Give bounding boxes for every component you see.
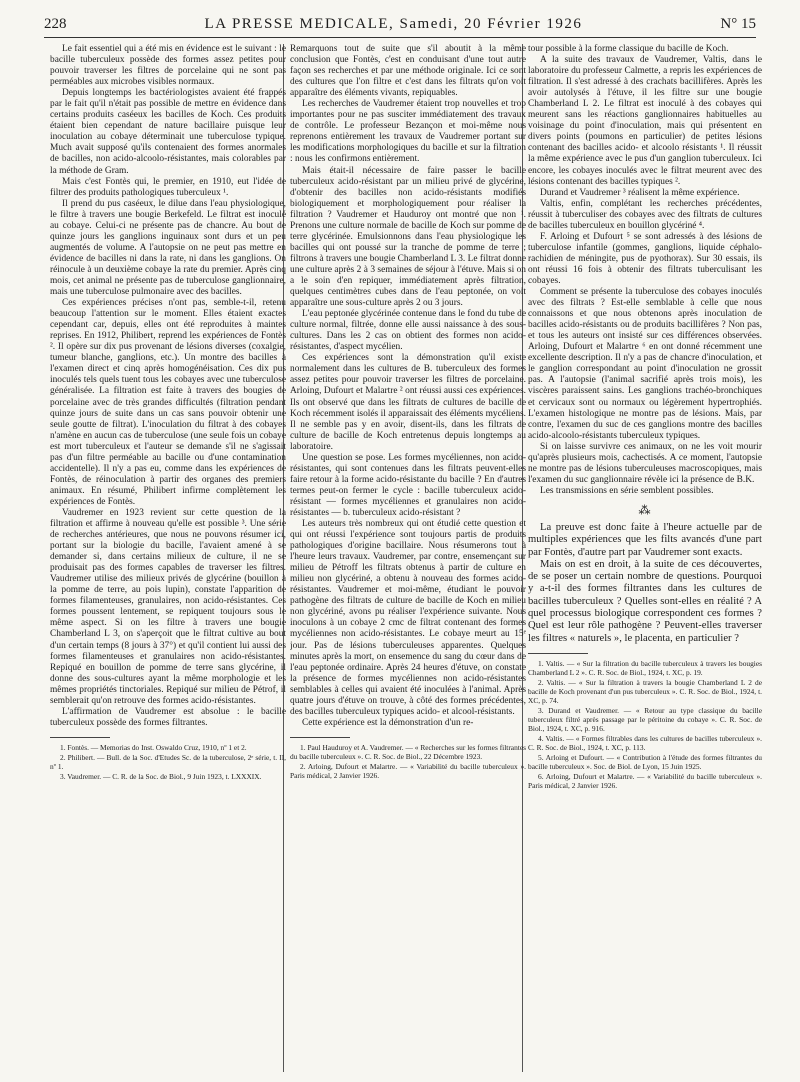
page-header	[44, 16, 756, 36]
paragraph: L'eau peptonée glycérinée contenue dans le fond du tube de culture normal, filtrée, donne elle aussi naissance à des sous-cultures. Dans les 2 cas on obtient des formes non acido-résistantes, d'aspect mycélien.	[290, 309, 526, 353]
paragraph: Cette expérience est la démonstration d'un re-	[302, 717, 474, 728]
section-separator-asterism: ⁂	[638, 502, 652, 517]
paragraph: Durand et Vaudremer ³ réalisent la même expérience.	[540, 187, 740, 198]
paragraph: Une question se pose. Les formes mycéliennes, non acido-résistantes, qui sont contenues dans les filtrats peuvent-elles faire retour à la forme acido-résistante du bacille ? En d'autres termes peut-on fermer le cycle : bacille tuberculeux acido-résistant — formes mycéliennes et granulaires non acido-résistantes — b. tuberculeux acido-résistant ?	[290, 452, 526, 518]
paragraph: Mais c'est Fontès qui, le premier, en 1910, eut l'idée de filtrer des produits pathologiques tuberculeux ¹.	[50, 176, 286, 198]
paragraph: Ces expériences précises n'ont pas, semble-t-il, retenu beaucoup l'attention sur le moment. Elles étaient exactes cependant car, depuis, elles ont été reproduites à maintes reprises. En 1912, Philibert, reprend les expériences de Fontès ². Il opère sur dix pus provenant de lésions diverses (coxalgie, tumeur blanche, ganglions, etc.). Un montre des bacilles à l'examen direct et cinq après homogénéisation. Ces dix pus inoculés tels quels tuent tous les cobayes avec une tuberculose généralisée. La filtration est faite à travers des bougies de porcelaine avec de très grandes difficultés (filtration pendant quinze jours de suite dans un cas sans pouvoir obtenir une seule goutte de filtrat). L'inoculation du filtrat à des cobayes n'amène en aucun cas de tuberculose (une seule fois un cobaye est mort tuberculeux et l'auteur se demande s'il ne s'agissait pas d'un filtre perméable au bacille ou d'une contamination accidentelle). Il n'y a pas eu, comme dans les expériences de Fontès, de réinoculation à partir des organes des premiers animaux. En résumé, Philibert infirme complètement les expériences de Fontès.	[50, 298, 286, 507]
footnote: 2. Valtis. — « Sur la filtration à travers la bougie Chamberland L 2 de bacille de Koch provenant d'un pus tuberculeux ». C. R. Soc. de Biol., 1924, t. XC, p. 74.	[528, 677, 762, 705]
footnote: 3. Vaudremer. — C. R. de la Soc. de Biol., 9 Juin 1923, t. LXXXIX.	[60, 771, 262, 781]
footnote-rule	[528, 653, 588, 654]
column-1	[50, 44, 286, 1074]
footnote: 3. Durand et Vaudremer. — « Retour au type classique du bacille tuberculeux filtré après passage par le péritoine du cobaye ». C. R. Soc. de Biol., 1924, t. XC, p. 916.	[528, 705, 762, 733]
footnote: 2. Arloing, Dufourt et Malartre. — « Variabilité du bacille tuberculeux ». Paris médical, 2 Janvier 1926.	[290, 761, 526, 780]
column-2	[290, 44, 526, 1074]
page-number: 228	[44, 16, 67, 32]
footnote: 1. Paul Hauduroy et A. Vaudremer. — « Recherches sur les formes filtrantes du bacille tuberculeux ». C. R. Soc. de Biol., 22 Décembre 1923.	[290, 742, 526, 761]
column-3	[528, 44, 762, 1074]
journal-title: LA PRESSE MEDICALE, Samedi, 20 Février 1926	[204, 16, 583, 32]
paragraph: Depuis longtemps les bactériologistes avaient été frappés par le fait qu'il n'était pas possible de mettre en évidence dans certains produits caséeux les bacilles de Koch. Ces produits étaient bien cependant de nature bacillaire puisque leur inoculation au cobaye déterminait une tuberculose typique. Much avait supposé qu'ils contenaient des formes anormales de bacilles, non acido-alcoolo-résistantes, mais colorables par la méthode de Gram.	[50, 88, 286, 176]
footnote: 5. Arloing et Dufourt. — « Contribution à l'étude des formes filtrantes du bacille tuberculeux ». Soc. de Biol. de Lyon, 15 Juin 1925.	[528, 752, 762, 771]
footnote: 1. Fontès. — Memorias do Inst. Oswaldo Cruz, 1910, nº 1 et 2.	[60, 742, 247, 752]
paragraph: Vaudremer en 1923 revient sur cette question de la filtration et affirme à nouveau qu'elle est possible ³. Une série de recherches antérieures, que nous ne pouvons résumer ici, portant sur la biologie du bacille, l'avaient amené à se demander si, dans certains milieux de culture, il ne se produisait pas des formes capables de traverser les filtres. Vaudremer utilise des milieux privés de glycérine (bouillon à la pomme de terre, au pois lupin), constate l'apparition de formes filamenteuses, granulaires, non acido-résistantes. Ces formes poussent lentement, se repiquent toujours sous le même aspect. Si on les filtre à travers une bougie Chamberland L 3, on s'aperçoit que le filtrat cultive au bout d'un certain temps (8 jours à 37°) et qu'il contient lui aussi des formes filamenteuses et granulaires non acido-résistantes. Repiqué en bouillon de pomme de terre sans glycérine, il donne des sous-cultures ayant la même morphologie et les mêmes propriétés tinctoriales. Repiqué sur milieu de Pétrof, il semblerait qu'on retrouve des formes acido-résistantes.	[50, 507, 286, 706]
paragraph: Il prend du pus caséeux, le dilue dans l'eau physiologique, le filtre à travers une bougie Berkefeld. Le filtrat est inoculé au cobaye. Celui-ci ne présente pas de chancre. Au bout de quinze jours les ganglions inguinaux sont durs et un peu augmentés de volume. A l'autopsie on ne peut pas mettre en évidence de bacilles ni dans la rate, ni dans les ganglions. On réinocule à un deuxième cobaye la rate du premier. Après cinq mois, cet animal ne présente pas de tuberculose ganglionnaire, mais une tuberculose pulmonaire avec des bacilles.	[50, 198, 286, 298]
paragraph: A la suite des travaux de Vaudremer, Valtis, dans le laboratoire du professeur Calmette, a repris les expériences de filtration. Il s'est adressé à des crachats bacillifères. Après les avoir autolysés à l'étuve, il les filtre sur une bougie Chamberland L 2. Le filtrat est inoculé à des cobayes qui meurent sans les réactions ganglionnaires habituelles au voisinage du point d'inoculation, mais qui présentent en divers points (poumons en particulier) de petites lésions contenant des bacilles acido- et alcoolo résistants ¹. Il réussit la même expérience avec le pus d'un ganglion tuberculeux. Ici encore, les cobayes inoculés avec le filtrat meurent avec des lésions contenant des bacilles typiques ².	[528, 55, 762, 187]
footnote: 1. Valtis. — « Sur la filtration du bacille tuberculeux à travers les bougies Chamberland L 2 ». C. R. Soc. de Biol., 1924, t. XC, p. 19.	[528, 658, 762, 677]
paragraph: La preuve est donc faite à l'heure actuelle par de multiples expériences que les filts avancés d'une part par Fontès, d'autre part par Vaudremer sont exacts.	[528, 521, 762, 558]
header-rule	[44, 37, 756, 38]
footnote-rule	[290, 737, 350, 738]
paragraph: Ces expériences sont la démonstration qu'il existe normalement dans les cultures de B. tuberculeux des formes assez petites pour pouvoir traverser les filtres de porcelaine. Arloing, Dufourt et Malartre ² ont réussi aussi ces expériences. Ils ont observé que dans les filtrats de cultures de bacille de Koch récemment isolés il apparaissait des éléments mycéliens. Il ne semble pas y en avoir, disent-ils, dans les filtrats de culture de bacille de Koch entretenus depuis longtemps au laboratoire.	[290, 353, 526, 452]
paragraph: Remarquons tout de suite que s'il aboutit à la même conclusion que Fontès, c'est en conduisant d'une tout autre façon ses recherches et par une méthode originale. Ici ce sont des cultures que l'on filtre et c'est dans les filtrats qu'on voit apparaître des éléments vivants, repiquables.	[290, 44, 526, 99]
paragraph: F. Arloing et Dufourt ⁵ se sont adressés à des lésions de tuberculose infantile (gommes, ganglions, liquide céphalo-rachidien de méningite, pus de pyothorax). Sur 30 essais, ils ont réussi 16 fois à obtenir des filtrats tuberculisant les cobayes.	[528, 231, 762, 286]
paragraph: Les recherches de Vaudremer étaient trop nouvelles et trop importantes pour ne pas susciter immédiatement des travaux de contrôle. Le professeur Bezançon et moi-même nous reprenons entièrement les travaux de Vaudremer portant sur les modifications morphologiques du bacille et sur la filtration : nous les confirmons entièrement.	[290, 99, 526, 165]
issue-number: N° 15	[720, 16, 756, 32]
footnote-rule	[50, 737, 110, 738]
footnote: 4. Valtis. — « Formes filtrables dans les cultures de bacilles tuberculeux ». C. R. Soc. de Biol., 1924, t. XC, p. 113.	[528, 733, 762, 752]
paragraph: Comment se présente la tuberculose des cobayes inoculés avec des filtrats ? Est-elle semblable à celle que nous connaissons et que nous obtenons après inoculation de bacilles acido-résistants ou de produits bacillifères ? Non pas, et tous les auteurs ont insisté sur ces différences observées. Arloing, Dufourt et Malartre ⁶ en ont donné récemment une excellente description. Il n'y a pas de chancre d'inoculation, et le ganglion correspondant au point d'inoculation ne grossit pas. A l'autopsie (l'animal sacrifié après trois mois), les viscères paraissent sains. Les ganglions trachéo-bronchiques et cervicaux sont ou normaux ou légèrement hypertrophiés. L'examen histologique ne montre pas de lésions. Mais, par contre, l'examen du suc de ces ganglions montre des bacilles acido-alcoolo-résistants tuberculeux typiques.	[528, 287, 762, 441]
paragraph: Si on laisse survivre ces animaux, on ne les voit mourir qu'après plusieurs mois, cachectisés. A ce moment, l'autopsie ne montre pas de lésions tuberculeuses macroscopiques, mais l'examen du suc ganglionnaire révèle ici la présence de B.K.	[528, 441, 762, 485]
footnote: 6. Arloing, Dufourt et Malartre. — « Variabilité du bacille tuberculeux ». Paris médical, 2 Janvier 1926.	[528, 771, 762, 790]
paragraph: L'affirmation de Vaudremer est absolue : le bacille tuberculeux possède des formes filtrantes.	[50, 706, 286, 728]
paragraph: Le fait essentiel qui a été mis en évidence est le suivant : le bacille tuberculeux possède des formes assez petites pour pouvoir traverser les filtres de porcelaine qui ne sont pas perméables aux microbes visibles normaux.	[50, 44, 286, 88]
footnote: 2. Philibert. — Bull. de la Soc. d'Etudes Sc. de la tuberculose, 2ᵉ série, t. II, nº 1.	[50, 752, 286, 771]
paragraph: Les transmissions en série semblent possibles.	[540, 485, 714, 496]
paragraph: Mais était-il nécessaire de faire passer le bacille tuberculeux acido-résistant par un milieu privé de glycérine, d'obtenir des bacilles non acido-résistants modifiés biologiquement et morphologiquement pour réaliser la filtration ? Vaudremer et Hauduroy ont montré que non ¹. Prenons une culture normale de bacille de Koch sur pomme de terre glycérinée. Emulsionnons dans l'eau physiologique les bacilles qui ont poussé sur la tranche de pomme de terre ; filtrons à travers une bougie Chamberland L 3. Le filtrat donne une culture après 2 à 3 semaines de séjour à l'étuve. Mais si on a le soin d'en repiquer, immédiatement après filtration, quelques centimètres cubes dans de l'eau peptonée, on voit apparaître une sous-culture après 2 ou 3 jours.	[290, 165, 526, 309]
paragraph: Mais on est en droit, à la suite de ces découvertes, de se poser un certain nombre de questions. Pourquoi y a-t-il des formes filtrantes dans les cultures de bacilles tuberculeux ? Quelles sont-elles en réalité ? A quel processus biologique correspondent ces formes ? Quel est leur rôle pathogène ? Peuvent-elles traverser les filtres « naturels », le placenta, en particulier ?	[528, 558, 762, 644]
paragraph: tour possible à la forme classique du bacille de Koch.	[528, 44, 729, 54]
paragraph: Valtis, enfin, complétant les recherches précédentes, réussit à tuberculiser des cobayes avec des filtrats de cultures de bacilles tuberculeux en bouillon glycériné ⁴.	[528, 198, 762, 231]
paragraph: Les auteurs très nombreux qui ont étudié cette question et qui ont réussi l'expérience sont toujours partis de produits pathologiques d'origine bacillaire. Nous résumerons tout à l'heure leurs travaux. Vaudremer, par contre, ensemençant sur milieu de Pétroff les filtrats obtenus à partir de culture en milieu non glycériné, a obtenu à nouveau des formes acido-résistantes. Vaudremer et moi-même, étudiant le pouvoir pathogène des filtrats de culture de bacille de Koch en milieu non glycériné, avons pu réaliser l'expérience suivante. Nous inoculons à un cobaye 2 cmc de filtrat contenant des formes mycéliennes non acido-résistantes. Le cobaye meurt au 15ᵉ jour. Pas de lésions tuberculeuses apparentes. Quelques minutes après la mort, on ensemence du sang du cœur dans de l'eau peptonée ordinaire. Après 24 heures d'étuve, on constate la présence de formes mycéliennes non acido-résistantes semblables à celles qui avaient été inoculées à l'animal. Après quatre jours d'étuve on trouve, à côté des formes précédentes, des bacilles tuberculeux typiques acido- et alcool-résistants.	[290, 519, 526, 717]
